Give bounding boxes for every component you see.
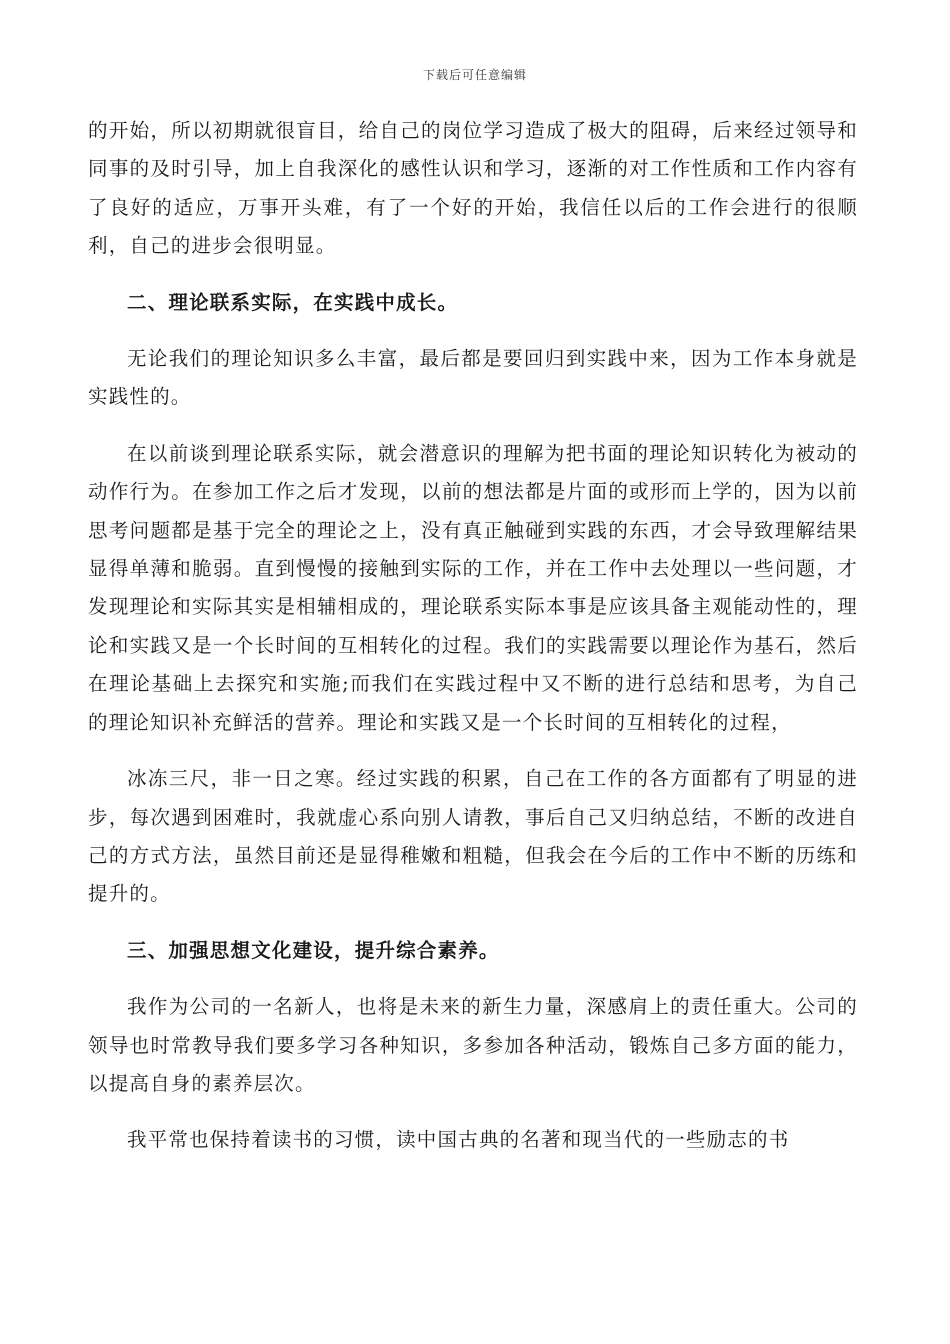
- paragraph-1: 的开始，所以初期就很盲目，给自己的岗位学习造成了极大的阻碍，后来经过领导和同事的及时引导，加上自我深化的感性认识和学习，逐渐的对工作性质和工作内容有了良好的适应，万事开头难，有了一个好的开始，我信任以后的工作会进行的很顺利，自己的进步会很明显。: [88, 119, 858, 258]
- section-heading-2: 二、理论联系实际，在实践中成长。: [127, 290, 459, 314]
- page-header: 下载后可任意编辑: [422, 68, 527, 82]
- paragraph-5: 我作为公司的一名新人，也将是未来的新生力量，深感肩上的责任重大。公司的领导也时常教导我们要多学习各种知识，多参加各种活动，锻炼自己多方面的能力，以提高自身的素养层次。: [88, 995, 858, 1095]
- document-body: [88, 112, 858, 1160]
- paragraph-6: 我平常也保持着读书的习惯，读中国古典的名著和现当代的一些励志的书: [127, 1128, 790, 1152]
- paragraph-3: 在以前谈到理论联系实际，就会潜意识的理解为把书面的理论知识转化为被动的动作行为。在参加工作之后才发现，以前的想法都是片面的或形而上学的，因为以前思考问题都是基于完全的理论之上，没有真正触碰到实践的东西，才会导致理解结果显得单薄和脆弱。直到慢慢的接触到实际的工作，并在工作中去处理以一些问题，才发现理论和实际其实是相辅相成的，理论联系实际本事是应该具备主观能动性的，理论和实践又是一个长时间的互相转化的过程。我们的实践需要以理论作为基石，然后在理论基础上去探究和实施;而我们在实践过程中又不断的进行总结和思考，为自己的理论知识补充鲜活的营养。理论和实践又是一个长时间的互相转化的过程，: [88, 441, 858, 734]
- paragraph-2: 无论我们的理论知识多么丰富，最后都是要回归到实践中来，因为工作本身就是实践性的。: [88, 347, 858, 409]
- paragraph-4: 冰冻三尺，非一日之寒。经过实践的积累，自己在工作的各方面都有了明显的进步，每次遇到困难时，我就虚心系向别人请教，事后自己又归纳总结，不断的改进自己的方式方法，虽然目前还是显得稚嫩和粗糙，但我会在今后的工作中不断的历练和提升的。: [88, 767, 858, 906]
- section-heading-3: 三、加强思想文化建设，提升综合素养。: [127, 938, 500, 962]
